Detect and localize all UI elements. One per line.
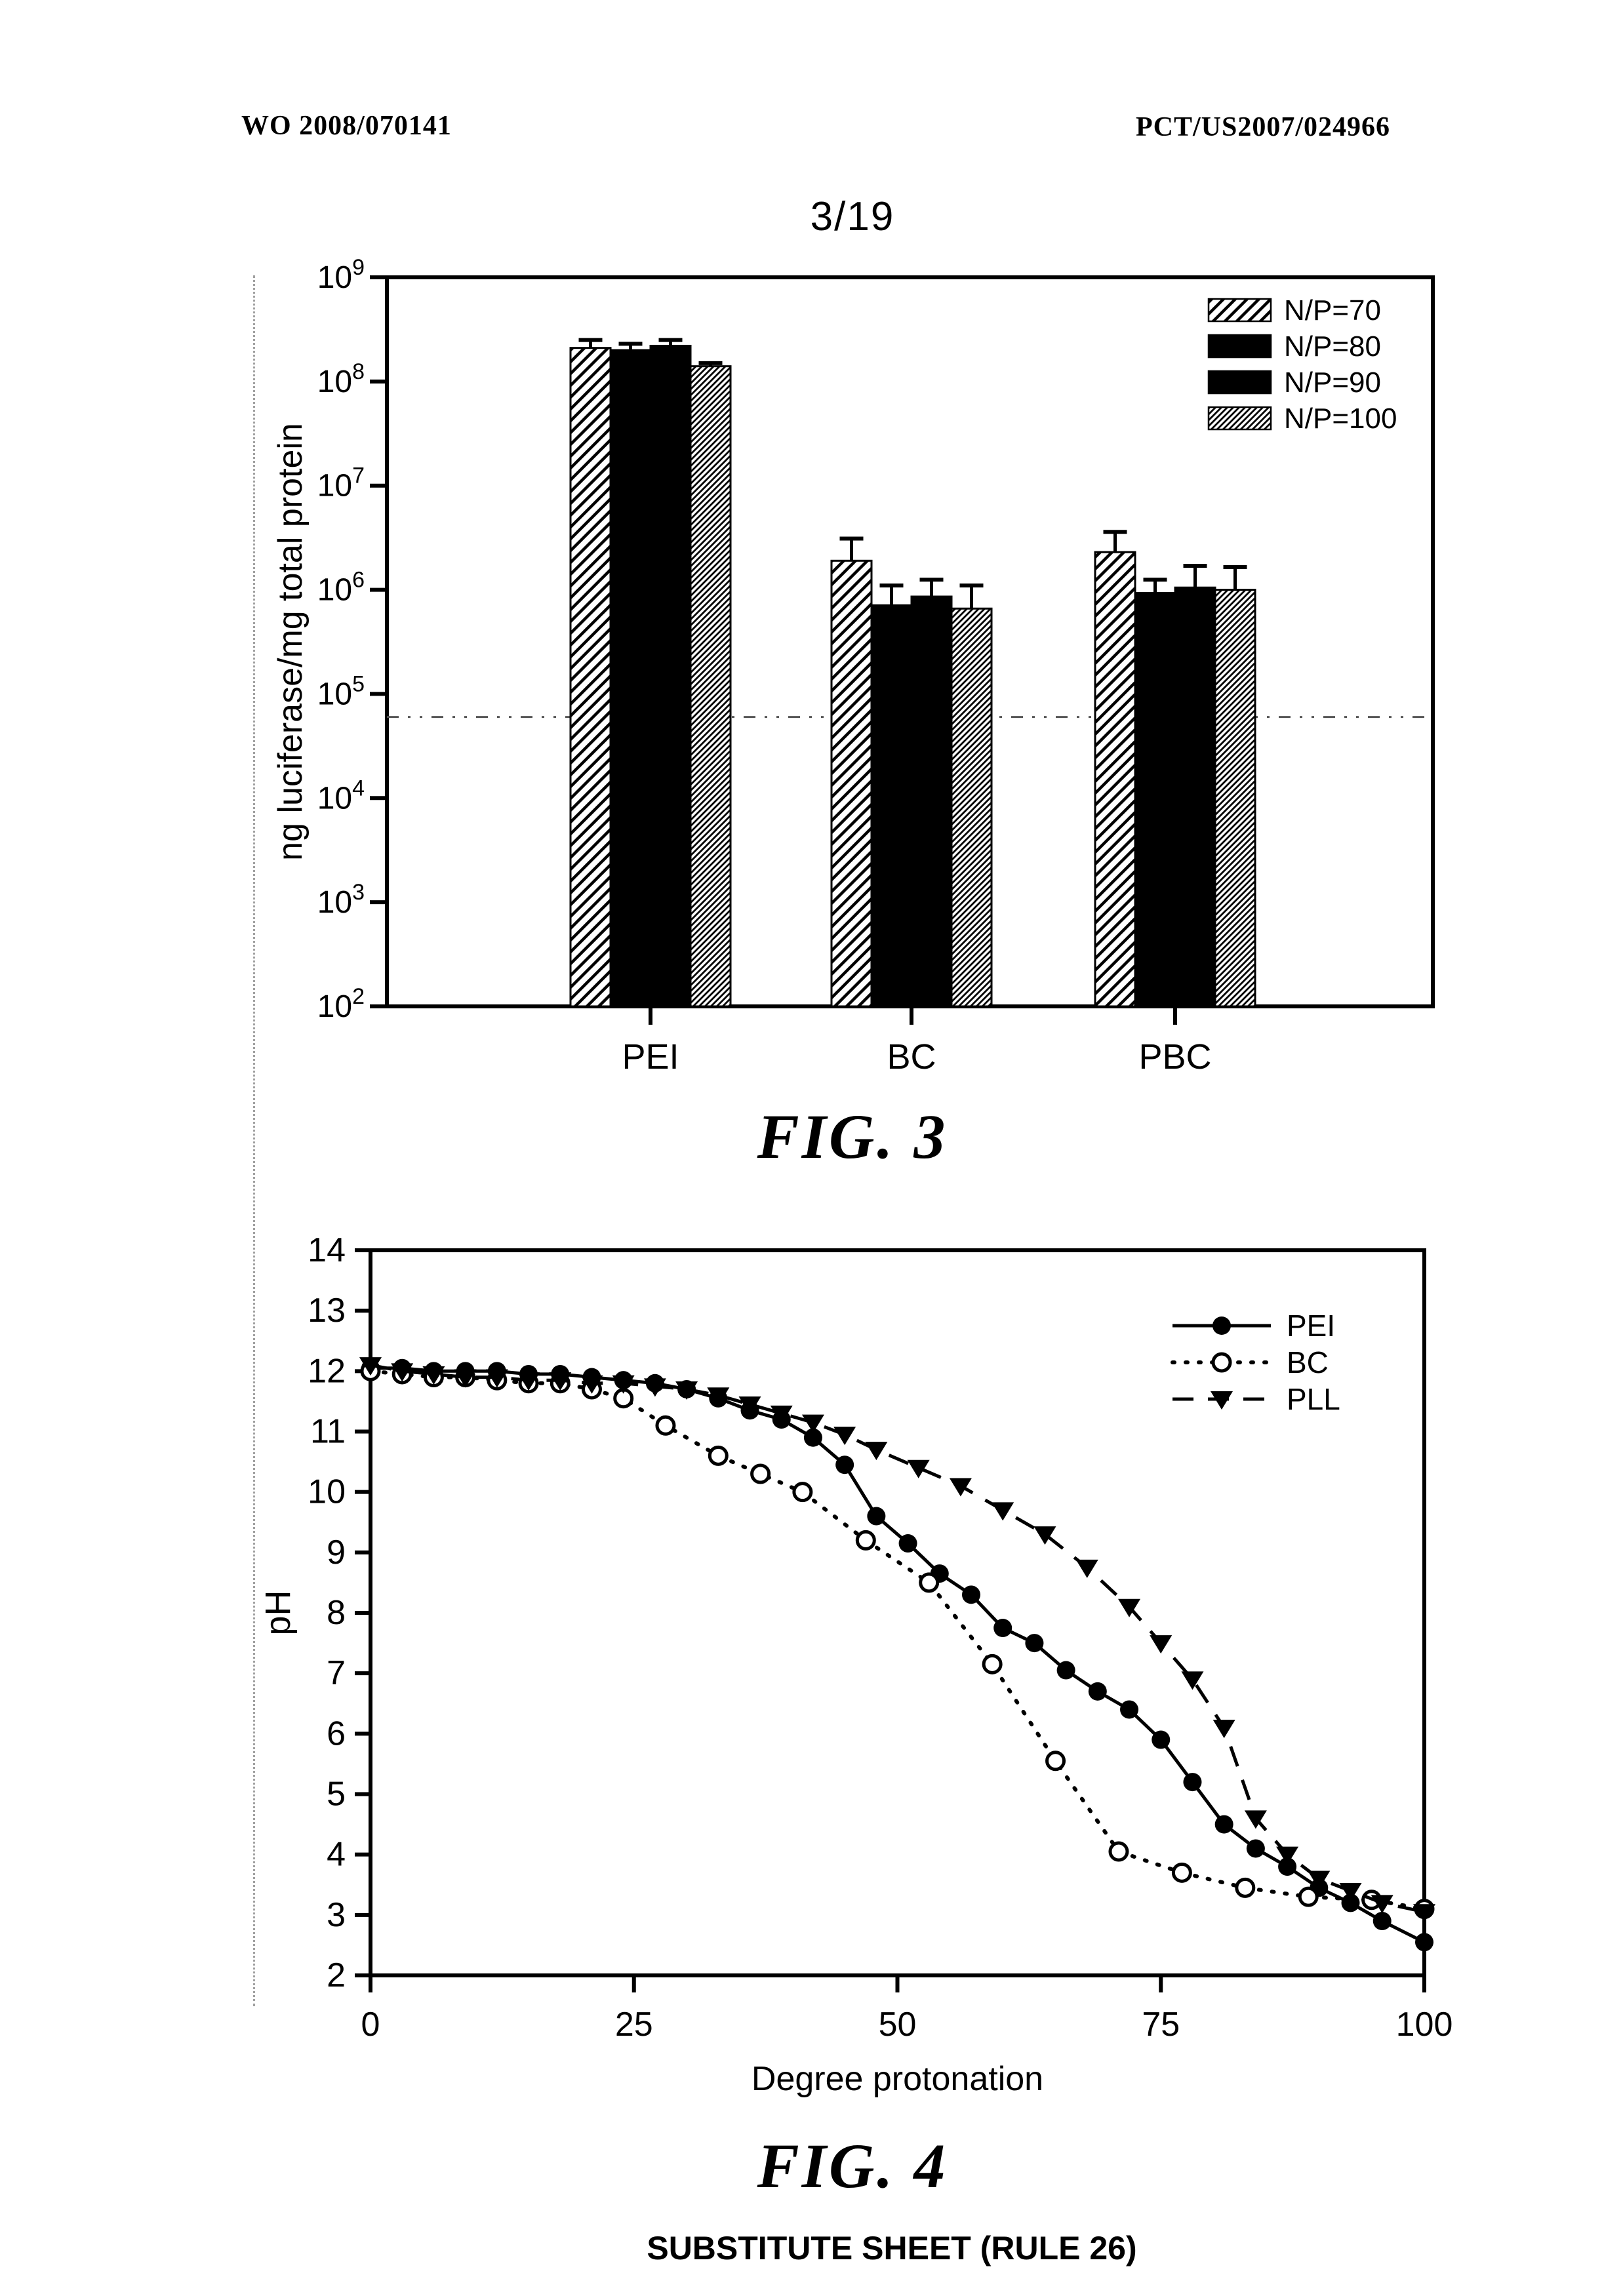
fig3-y-tick-label: $10^6$ [317, 567, 365, 608]
fig3-y-tick-label: $10^5$ [317, 671, 365, 712]
fig4-y-tick-label: 8 [327, 1594, 346, 1632]
fig3-legend-label: N/P=100 [1284, 403, 1397, 435]
fig3-bar-N/P=80-PEI [611, 350, 651, 1006]
fig3-y-tick-label: $10^3$ [317, 880, 365, 920]
fig3-y-axis [271, 255, 387, 1024]
fig3-legend-label: N/P=70 [1284, 294, 1381, 327]
fig3-legend-swatch [1209, 299, 1271, 321]
fig3-y-tick-label: $10^9$ [317, 255, 365, 295]
fig3-legend [1209, 294, 1397, 435]
fig4-y-tick-label: 14 [308, 1231, 346, 1269]
fig4-x-tick-label: 50 [878, 2006, 917, 2044]
fig3-bar-N/P=80-BC [872, 605, 912, 1006]
fig4-line-PLL [371, 1365, 1424, 1912]
fig3-bar-N/P=100-PBC [1215, 590, 1255, 1006]
fig3-category-label: BC [887, 1037, 936, 1077]
fig4-legend-label: PEI [1287, 1309, 1336, 1343]
fig4-x-tick-label: 0 [361, 2006, 380, 2044]
fig4-legend-label: BC [1287, 1345, 1329, 1379]
fig4-y-axis [258, 1231, 371, 1994]
fig3-category-label: PEI [622, 1037, 679, 1077]
fig3-legend-label: N/P=80 [1284, 330, 1381, 363]
fig3-bar-N/P=70-PBC [1095, 552, 1135, 1006]
fig4-series-PLL [359, 1357, 1435, 1922]
sheet-page-number: 3/19 [810, 194, 895, 239]
fig3-y-tick-label: $10^7$ [317, 463, 365, 504]
fig3-category-label: PBC [1138, 1037, 1212, 1077]
fig3-x-axis [622, 1006, 1211, 1077]
fig4-x-tick-label: 75 [1142, 2006, 1180, 2044]
fig3-y-axis-title: ng luciferase/mg total protein [271, 423, 310, 861]
fig4-y-tick-label: 2 [327, 1956, 346, 1994]
fig4-y-tick-label: 11 [310, 1412, 346, 1451]
header-application-number: PCT/US2007/024966 [1136, 112, 1391, 142]
fig4-y-tick-label: 12 [308, 1352, 346, 1391]
fig4-series-PEI [361, 1359, 1433, 1952]
fig3-legend-swatch [1209, 371, 1271, 393]
fig4-y-tick-label: 4 [327, 1835, 346, 1874]
fig3-bar-N/P=80-PBC [1135, 593, 1175, 1006]
fig4-x-axis [361, 1975, 1453, 2098]
fig3-bar-N/P=70-BC [832, 561, 872, 1006]
fig4-x-tick-label: 100 [1395, 2006, 1453, 2044]
fig3-legend-swatch [1209, 335, 1271, 357]
fig3-y-tick-label: $10^8$ [317, 359, 365, 399]
fig4-y-tick-label: 10 [308, 1473, 346, 1511]
fig4-caption: FIG. 4 [757, 2131, 948, 2201]
fig4-y-tick-label: 3 [327, 1895, 346, 1934]
fig4-line-PEI [371, 1368, 1424, 1943]
fig4-y-tick-label: 9 [327, 1533, 346, 1572]
fig3-bar-N/P=100-PEI [691, 366, 731, 1006]
fig3-bar-N/P=90-PBC [1175, 587, 1215, 1006]
header-publication-number: WO 2008/070141 [241, 111, 452, 141]
fig3-caption: FIG. 3 [757, 1101, 948, 1172]
fig3-y-tick-label: $10^2$ [317, 984, 365, 1024]
fig4-series-BC [362, 1362, 1433, 1917]
fig3-legend-label: N/P=90 [1284, 366, 1381, 399]
fig4-y-tick-label: 6 [327, 1714, 346, 1753]
fig3-bar-N/P=70-PEI [571, 348, 611, 1006]
fig4-legend-label: PLL [1287, 1382, 1340, 1416]
fig4-y-axis-title: pH [258, 1590, 298, 1636]
fig3-bar-chart [271, 255, 1433, 1077]
fig4-y-tick-label: 7 [327, 1654, 346, 1693]
fig4-plot-frame [371, 1250, 1424, 1975]
fig4-x-axis-title: Degree protonation [751, 2060, 1044, 2098]
substitute-sheet-footer: SUBSTITUTE SHEET (RULE 26) [647, 2230, 1137, 2266]
fig4-y-tick-label: 5 [327, 1775, 346, 1813]
fig3-bar-N/P=100-BC [952, 608, 992, 1006]
fig3-y-tick-label: $10^4$ [317, 776, 365, 816]
fig3-bar-N/P=90-PEI [651, 346, 691, 1006]
fig4-line-chart [258, 1231, 1453, 2098]
fig4-x-tick-label: 25 [614, 2006, 653, 2044]
fig3-bars [571, 340, 1255, 1006]
fig4-legend [1172, 1309, 1340, 1416]
fig3-bar-N/P=90-BC [912, 597, 952, 1006]
fig3-legend-swatch [1209, 407, 1271, 429]
fig4-y-tick-label: 13 [308, 1292, 346, 1330]
